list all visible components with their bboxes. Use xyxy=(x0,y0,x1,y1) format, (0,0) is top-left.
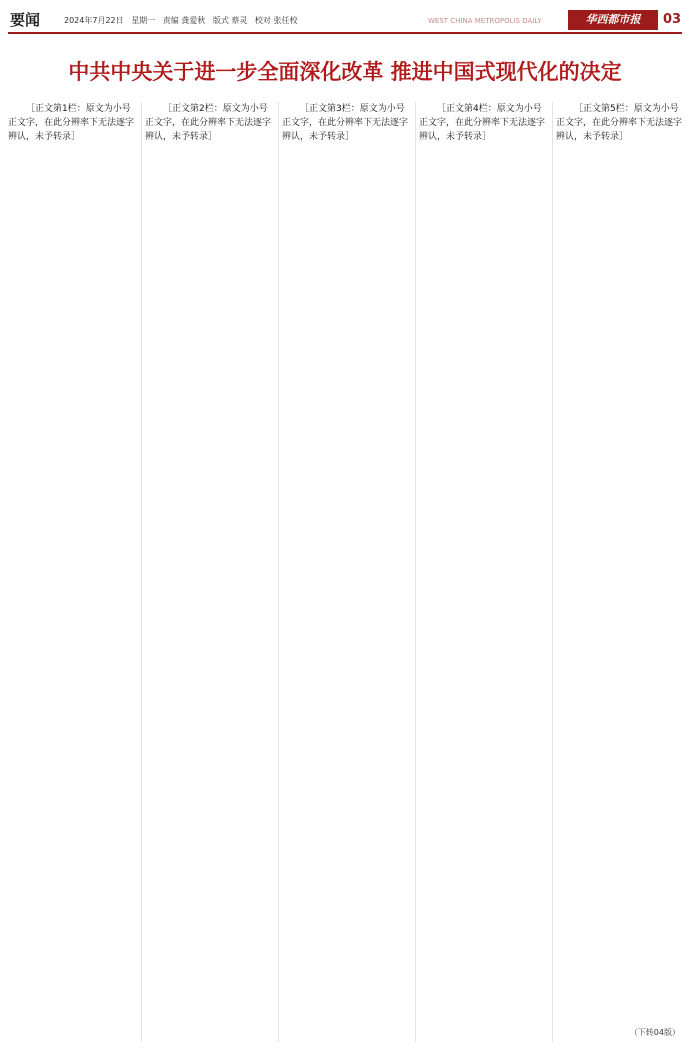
article-paragraph: ［正文第3栏：原文为小号正文字，在此分辨率下无法逐字辨认，未予转录］ xyxy=(282,104,409,142)
column-divider xyxy=(552,102,553,1042)
article-column xyxy=(419,102,547,1042)
column-divider xyxy=(141,102,142,1042)
section-label: 要闻 xyxy=(10,11,41,29)
issue-weekday: 星期一 xyxy=(131,16,156,25)
article-column xyxy=(556,102,684,1042)
issue-info xyxy=(64,15,302,27)
column-divider xyxy=(278,102,279,1042)
article-body xyxy=(8,102,682,1042)
column-divider xyxy=(415,102,416,1042)
article-paragraph: ［正文第1栏：原文为小号正文字，在此分辨率下无法逐字辨认，未予转录］ xyxy=(8,104,135,142)
article-paragraph: ［正文第2栏：原文为小号正文字，在此分辨率下无法逐字辨认，未予转录］ xyxy=(145,104,272,142)
article-column xyxy=(282,102,410,1042)
article-column xyxy=(8,102,136,1042)
layout-editor: 版式 蔡灵 xyxy=(212,16,248,25)
masthead-english: WEST CHINA METROPOLIS DAILY xyxy=(428,17,542,25)
article-paragraph: ［正文第4栏：原文为小号正文字，在此分辨率下无法逐字辨认，未予转录］ xyxy=(419,104,546,142)
continue-note: （下转04版） xyxy=(629,1028,680,1037)
article-column xyxy=(145,102,273,1042)
headline: 中共中央关于进一步全面深化改革 推进中国式现代化的决定 xyxy=(68,60,622,84)
masthead-logo: 华西都市报 xyxy=(568,10,658,30)
proofreader: 校对 张任校 xyxy=(254,16,298,25)
article-paragraph: ［正文第5栏：原文为小号正文字，在此分辨率下无法逐字辨认，未予转录］ xyxy=(556,104,683,142)
page-number: 03 xyxy=(662,12,682,27)
issue-date: 2024年7月22日 xyxy=(64,16,124,25)
chief-editor: 责编 龚爱秋 xyxy=(162,16,206,25)
page-header xyxy=(8,10,682,34)
